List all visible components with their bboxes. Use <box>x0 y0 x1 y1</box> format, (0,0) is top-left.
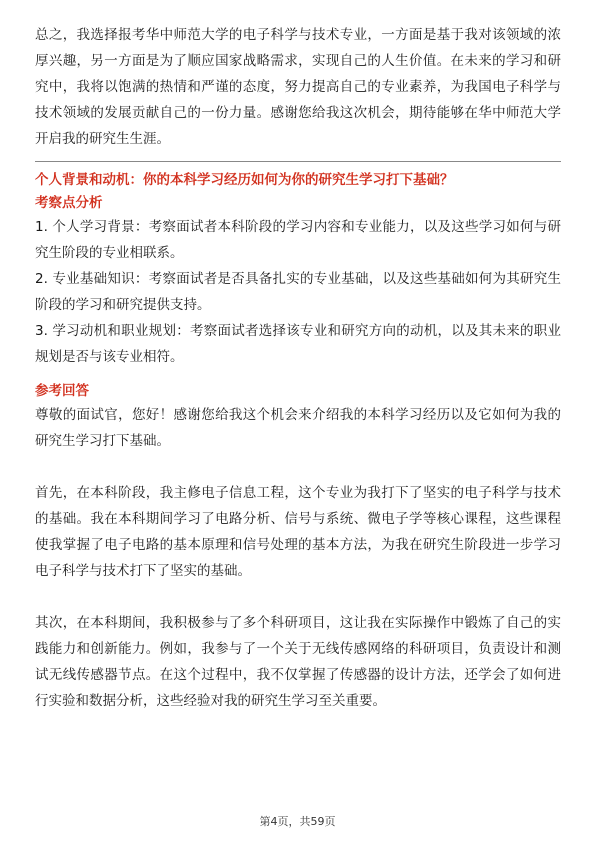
answer-body <box>35 402 561 714</box>
answer-heading: 参考回答 <box>35 383 89 399</box>
page-number-footer: 第4页，共59页 <box>259 815 336 828</box>
answer-paragraph: 首先，在本科阶段，我主修电子信息工程，这个专业为我打下了坚实的电子科学与技术的基础。我在本科期间学习了电路分析、信号与系统、微电子学等核心课程，这些课程使我掌握了电子电路的基本原理和信号处理的基本方法，为我在研究生阶段进一步学习电子科学与技术打下了坚实的基础。 <box>35 485 561 579</box>
analysis-item: 1. 个人学习背景：考察面试者本科阶段的学习内容和专业能力，以及这些学习如何与研究生阶段的专业相联系。 <box>35 219 561 261</box>
paragraph-spacer <box>35 454 561 480</box>
interview-question: 个人背景和动机：你的本科学习经历如何为你的研究生学习打下基础？ <box>35 172 454 188</box>
answer-paragraph: 尊敬的面试官，您好！感谢您给我这个机会来介绍我的本科学习经历以及它如何为我的研究生学习打下基础。 <box>35 407 561 449</box>
analysis-item: 2. 专业基础知识：考察面试者是否具备扎实的专业基础，以及这些基础如何为其研究生阶段的学习和研究提供支持。 <box>35 271 561 313</box>
analysis-heading: 考察点分析 <box>35 195 103 211</box>
analysis-list <box>35 214 561 370</box>
answer-paragraph: 其次，在本科期间，我积极参与了多个科研项目，这让我在实际操作中锻炼了自己的实践能力和创新能力。例如，我参与了一个关于无线传感网络的科研项目，负责设计和测试无线传感器节点。在这个过程中，我不仅掌握了传感器的设计方法，还学会了如何进行实验和数据分析，这些经验对我的研究生学习至关重要。 <box>35 615 561 709</box>
page-content <box>35 22 561 714</box>
paragraph-spacer <box>35 584 561 610</box>
section-divider <box>35 161 561 162</box>
intro-paragraph: 总之，我选择报考华中师范大学的电子科学与技术专业，一方面是基于我对该领域的浓厚兴趣，另一方面是为了顺应国家战略需求，实现自己的人生价值。在未来的学习和研究中，我将以饱满的热情和严谨的态度，努力提高自己的专业素养，为我国电子科学与技术领域的发展贡献自己的一份力量。感谢您给我这次机会，期待能够在华中师范大学开启我的研究生生涯。 <box>35 27 561 147</box>
analysis-item: 3. 学习动机和职业规划：考察面试者选择该专业和研究方向的动机，以及其未来的职业规划是否与该专业相符。 <box>35 323 561 365</box>
